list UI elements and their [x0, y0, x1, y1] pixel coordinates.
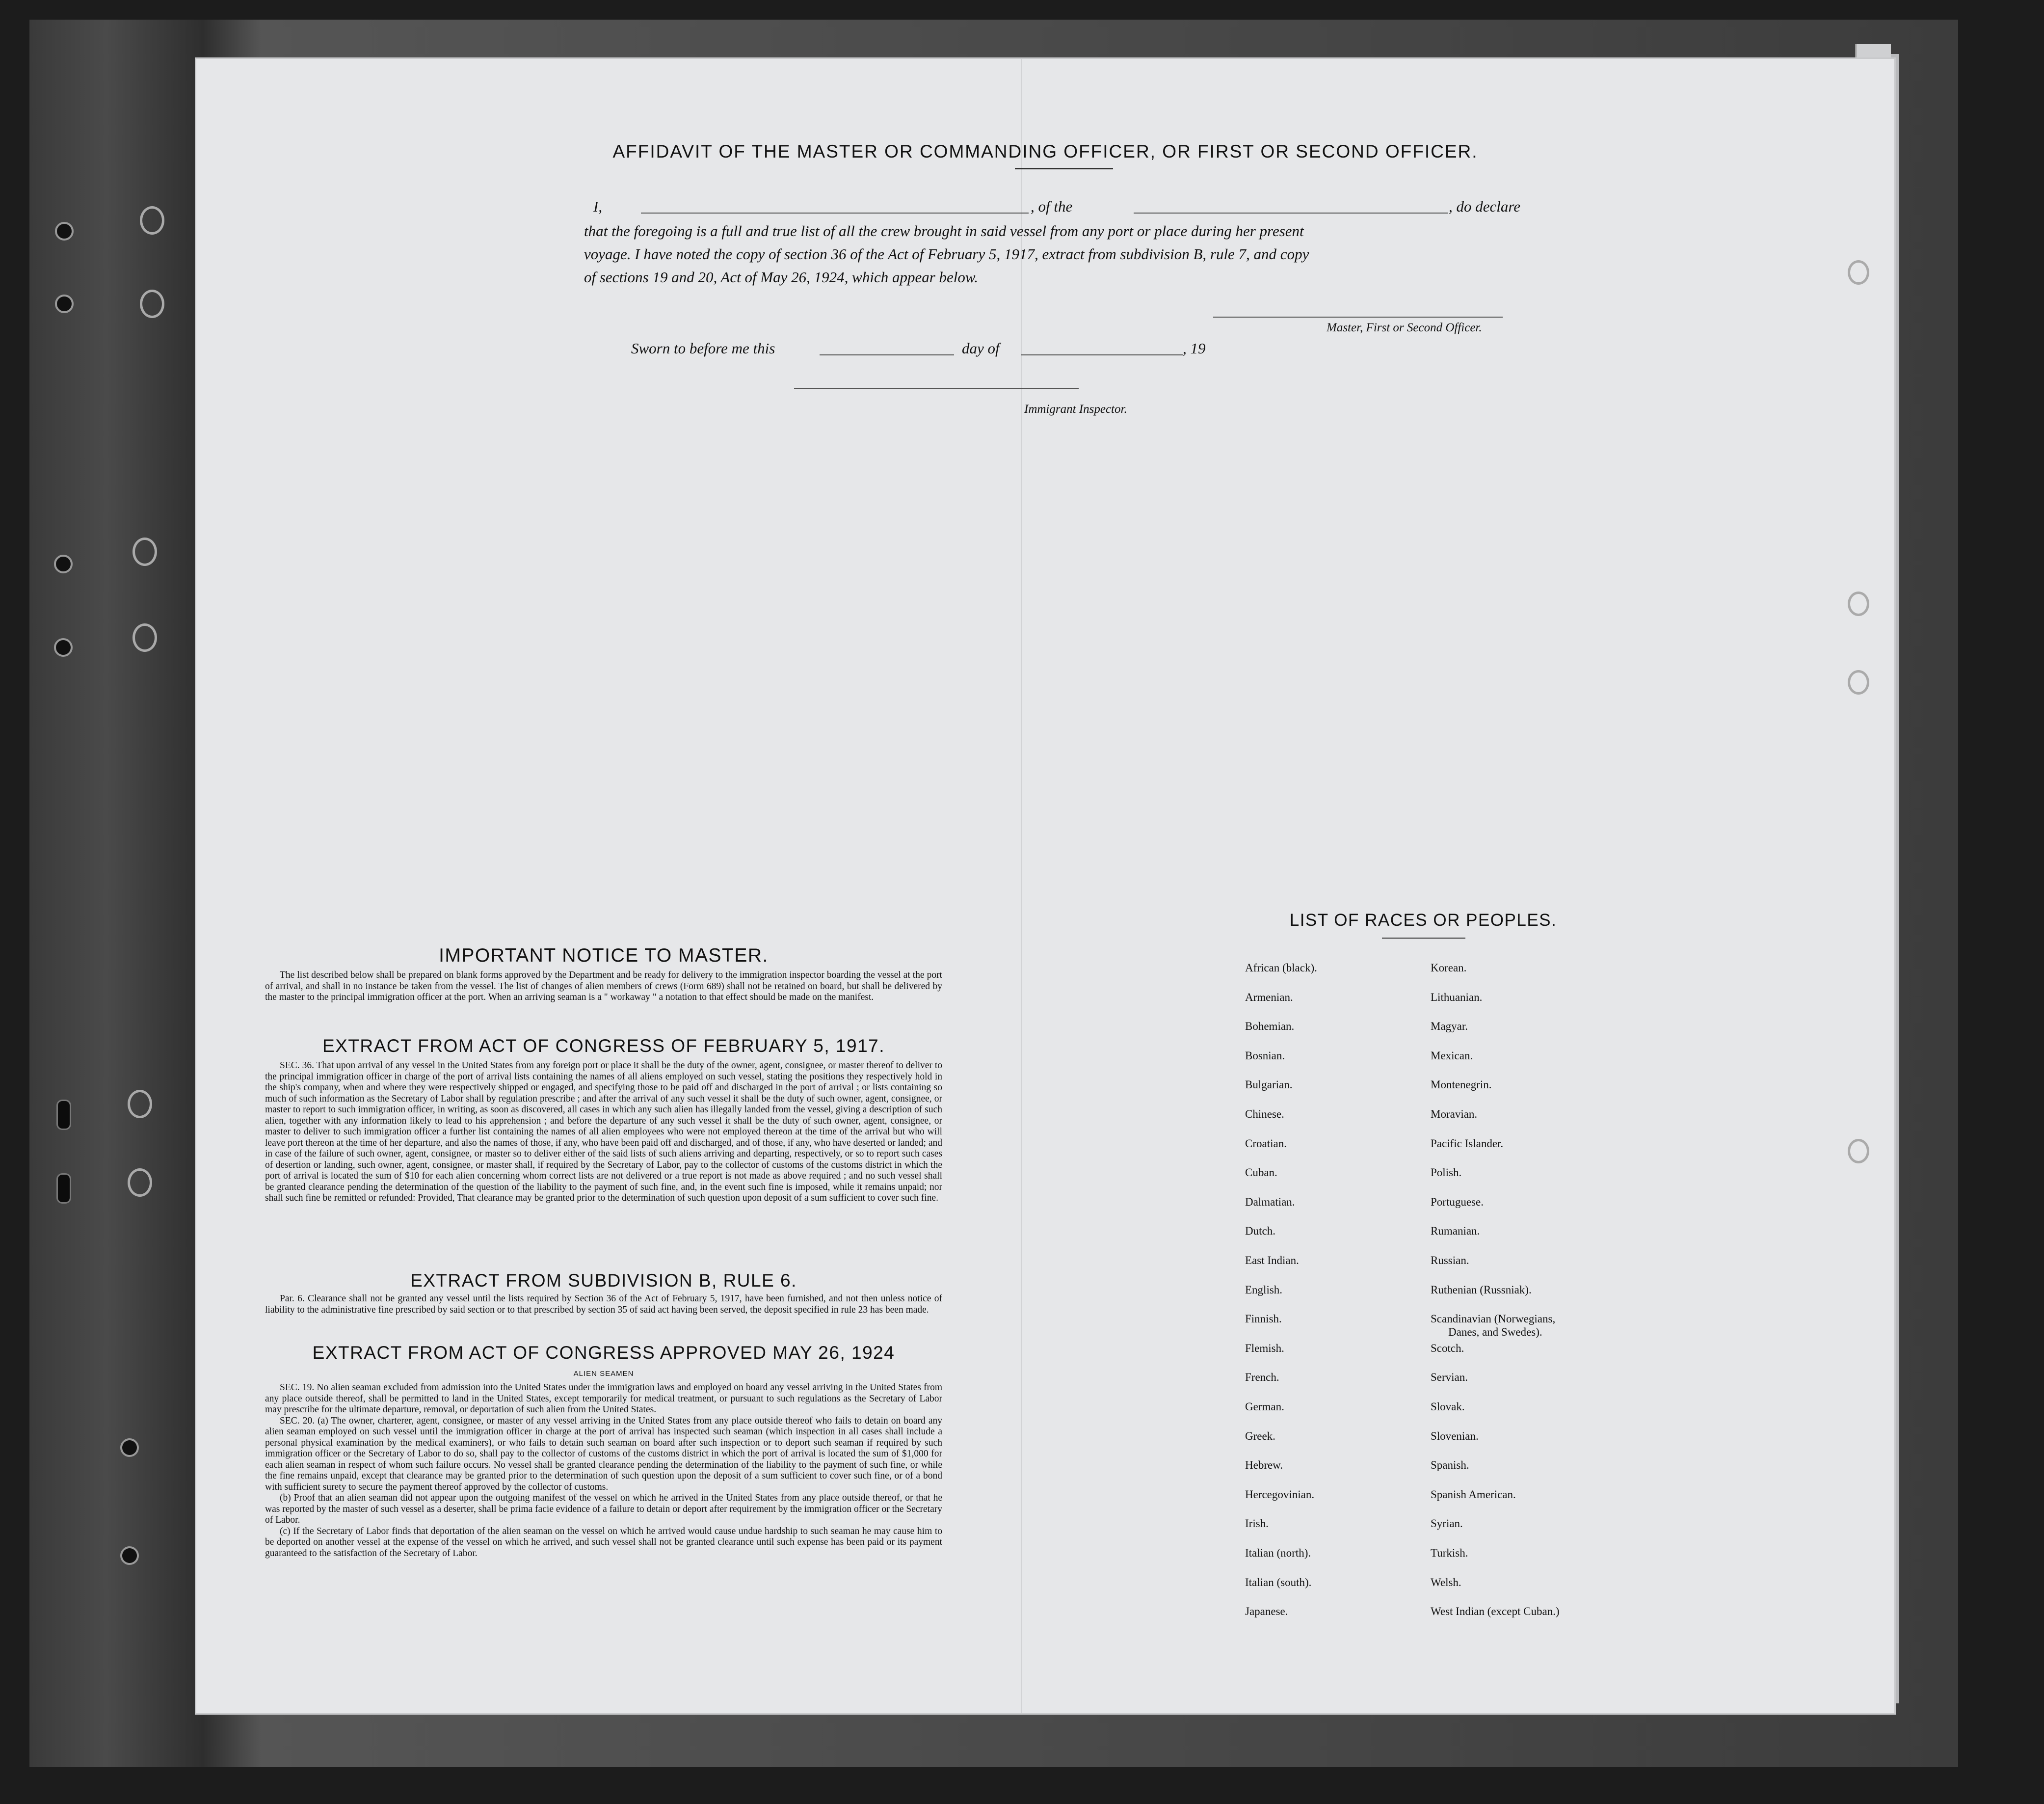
races-title-rule: [1382, 938, 1465, 939]
race-item: French.: [1245, 1371, 1279, 1384]
race-item: African (black).: [1245, 962, 1317, 974]
binder-ring: [140, 290, 164, 318]
race-item: German.: [1245, 1400, 1284, 1413]
race-item: Rumanian.: [1431, 1225, 1480, 1238]
race-item: Magyar.: [1431, 1020, 1468, 1033]
race-item: Scotch.: [1431, 1342, 1464, 1354]
race-item: Syrian.: [1431, 1517, 1463, 1530]
sec-20a: SEC. 20. (a) The owner, charterer, agent, consignee, or master of any vessel arriving in the United States from any place outside thereof who fails to detain on board any alien seaman employed on such vessel until the immigration officer in charge at the port of arrival has inspected such seaman (which inspection in all cases shall include a personal physical examination by the medical examiners), or who fails to detain such seaman on board after such inspection or to deport such seaman if required by such immigration officer or the Secretary of Labor to do so, shall pay to the collector of customs of the customs district in which the port of arrival is located the sum of $1,000 for each alien seaman in respect of whom such failure occurs. No vessel shall be granted clearance pending the determination of the liability to the payment of such fine, or while the fine remains unpaid, except that clearance may be granted prior to the determination of such question upon the deposit of a sum sufficient to cover such fine, or of a bond with sufficient surety to secure the payment thereof approved by the collector of customs.: [265, 1415, 942, 1492]
races-list: [1245, 962, 1834, 1649]
race-item: Slovak.: [1431, 1400, 1465, 1413]
binder-rivet: [55, 222, 74, 241]
race-item: Scandinavian (Norwegians,: [1431, 1313, 1556, 1325]
race-item: Lithuanian.: [1431, 991, 1483, 1003]
edge-ring: [1848, 1139, 1869, 1163]
race-item: Bosnian.: [1245, 1049, 1285, 1062]
binder-rivet: [55, 295, 74, 313]
race-item: Italian (north).: [1245, 1547, 1311, 1559]
sworn-day-field[interactable]: [820, 354, 954, 355]
vessel-label: , of the: [1031, 198, 1073, 215]
affidavit-line-4: of sections 19 and 20, Act of May 26, 1924, which appear below.: [584, 269, 979, 286]
notice-text: The list described below shall be prepared on blank forms approved by the Department and be ready for delivery to the immigration inspector boarding the vessel at the port of arrival, and shall in no instance be taken from the vessel. The list of changes of alien members of crews (Form 689) shall not be retained on board, but shall be delivered by the master to the principal immigration officer at the port. When an arriving seaman is a " workaway " a notation to that effect should be made on the manifest.: [265, 970, 942, 1002]
officer-signature-label: Master, First or Second Officer.: [1327, 321, 1482, 334]
officer-signature-field[interactable]: [1213, 317, 1503, 318]
race-item: Hercegovinian.: [1245, 1488, 1315, 1501]
rule6-title: EXTRACT FROM SUBDIVISION B, RULE 6.: [410, 1270, 797, 1291]
binder-hole: [56, 1100, 71, 1130]
race-item: Slovenian.: [1431, 1429, 1479, 1442]
binder-ring: [133, 623, 157, 652]
affidavit-title: AFFIDAVIT OF THE MASTER OR COMMANDING OFFICER, OR FIRST OR SECOND OFFICER.: [612, 141, 1478, 162]
affidavit-line-3: voyage. I have noted the copy of section 36 of the Act of February 5, 1917, extract from subdivision B, rule 7, and copy: [584, 245, 1309, 263]
sworn-label: Sworn to before me this: [631, 340, 775, 357]
race-item: West Indian (except Cuban.): [1431, 1605, 1560, 1618]
vessel-name-field[interactable]: [1134, 213, 1448, 214]
extract-1924-title: EXTRACT FROM ACT OF CONGRESS APPROVED MAY 26, 1924: [312, 1343, 895, 1363]
binder-rivet: [120, 1438, 139, 1457]
race-item: Russian.: [1431, 1254, 1469, 1266]
race-item: Irish.: [1245, 1517, 1269, 1530]
title-rule: [1015, 168, 1113, 169]
race-item: Cuban.: [1245, 1166, 1277, 1179]
race-item: Hebrew.: [1245, 1459, 1283, 1472]
rule6-text: Par. 6. Clearance shall not be granted any vessel until the lists required by Section 36 of the Act of February 5, 1917, have been furnished, and not then unless notice of liability to the administrative fine prescribed by said section or to that prescribed by section 35 of said act having been served, the deposit specified in rule 23 has been made.: [265, 1293, 942, 1315]
race-item: Welsh.: [1431, 1576, 1461, 1589]
races-title: LIST OF RACES OR PEOPLES.: [1289, 911, 1557, 930]
alien-seamen-subtitle: ALIEN SEAMEN: [573, 1370, 634, 1378]
year-label: , 19: [1183, 340, 1206, 357]
binder-hole: [56, 1173, 71, 1204]
sworn-month-field[interactable]: [1021, 354, 1183, 355]
race-item: Montenegrin.: [1431, 1078, 1492, 1091]
race-item: Korean.: [1431, 962, 1467, 974]
binder-ring: [128, 1168, 152, 1197]
race-item: Polish.: [1431, 1166, 1462, 1179]
race-item: Mexican.: [1431, 1049, 1473, 1062]
race-item: Spanish American.: [1431, 1488, 1516, 1501]
extract-1917-title: EXTRACT FROM ACT OF CONGRESS OF FEBRUARY 5, 1917.: [322, 1036, 885, 1056]
race-item: Finnish.: [1245, 1313, 1282, 1325]
inspector-signature-field[interactable]: [794, 388, 1079, 389]
extract-1917-text: SEC. 36. That upon arrival of any vessel in the United States from any foreign port or place it shall be the duty of the owner, agent, consignee, or master thereof to deliver to the principal immigration officer in charge of the port of arrival lists containing the names of all aliens employed on such vessel, stating the positions they respectively hold in the ship's company, when and where they were respectively shipped or engaged, and specifying those to be paid off and discharged in the port of arrival ; or lists containing so much of such information as the Secretary of Labor shall by regulation prescribe ; and after the arrival of any such vessel it shall be the duty of such owner, agent, consignee, or master to report to such immigration officer, in writing, as soon as discovered, all cases in which any such alien has illegally landed from the vessel, giving a description of such alien, together with any information likely to lead to his apprehension ; and before the departure of any such vessel it shall be the duty of such owner, agent, consignee, or master to deliver to such immigration officer a further list containing the names of all alien employees who were not employed thereon at the time of the arrival but who will leave port thereon at the time of her departure, and also the names of those, if any, who have been paid off and discharged, and of those, if any, who have deserted or landed; and in case of the failure of such owner, agent, consignee, or master so to deliver either of the said lists of such aliens arriving and departing, respectively, or so to report such cases of desertion or landing, such owner, agent, consignee, or master shall, if required by the Secretary of Labor, pay to the collector of customs of the customs district in which the port of arrival is located the sum of $10 for each alien concerning whom correct lists are not delivered or a true report is not made as above required ; and no such vessel shall be granted clearance pending the determination of the question of the liability to the payment of such fine, and, in the event such fine is imposed, while it remains unpaid; nor shall such fine be remitted or refunded: Provided, That clearance may be granted prior to the determination of such question upon deposit of a sum sufficient to cover such fine.: [265, 1060, 942, 1203]
race-item: East Indian.: [1245, 1254, 1299, 1266]
race-item: Moravian.: [1431, 1108, 1478, 1120]
binder-rivet: [54, 638, 73, 657]
race-item: Greek.: [1245, 1429, 1275, 1442]
sec-20b: (b) Proof that an alien seaman did not appear upon the outgoing manifest of the vessel on which he arrived in the United States from any place outside thereof, or that he was reported by the master of such vessel as a deserter, shall be prima facie evidence of a failure to detain or deport after requirement by the immigration officer or the Secretary of Labor.: [265, 1493, 942, 1525]
race-item-continuation: Danes, and Swedes).: [1448, 1326, 1542, 1339]
manifest-sheet: [196, 59, 1894, 1713]
declarant-name-field[interactable]: [641, 213, 1029, 214]
sec-19: SEC. 19. No alien seaman excluded from admission into the United States under the immigration laws and employed on board any vessel arriving in the United States from any place outside thereof, shall be permitted to land in the United States, except temporarily for medical treatment, or pursuant to such regulations as the Secretary of Labor may prescribe for the ultimate departure, removal, or deportation of such alien from the United States.: [265, 1382, 942, 1415]
edge-ring: [1848, 260, 1869, 285]
edge-ring: [1848, 670, 1869, 695]
race-item: Servian.: [1431, 1371, 1468, 1384]
extract-1924-text: [265, 1382, 942, 1559]
race-item: Portuguese.: [1431, 1195, 1484, 1208]
race-item: Flemish.: [1245, 1342, 1284, 1354]
binder-ring: [133, 538, 157, 566]
declarant-label: I,: [593, 198, 603, 215]
race-item: English.: [1245, 1283, 1283, 1296]
race-item: Turkish.: [1431, 1547, 1468, 1559]
notice-title: IMPORTANT NOTICE TO MASTER.: [439, 945, 769, 966]
day-of-label: day of: [962, 340, 1000, 357]
race-item: Bohemian.: [1245, 1020, 1295, 1033]
declare-label: , do declare: [1449, 198, 1521, 215]
binder-rivet: [120, 1546, 139, 1565]
affidavit-line-2: that the foregoing is a full and true list of all the crew brought in said vessel from any port or place during her present: [584, 222, 1304, 240]
sec-20c: (c) If the Secretary of Labor finds that deportation of the alien seaman on the vessel on which he arrived would cause undue hardship to such seaman he may cause him to be deported on another vessel at the expense of the vessel on which he arrived, and such vessel shall not be granted clearance until such expense has been paid or its payment guaranteed to the satisfaction of the Secretary of Labor.: [265, 1526, 942, 1559]
binder-rivet: [54, 555, 73, 573]
race-item: Ruthenian (Russniak).: [1431, 1283, 1532, 1296]
race-item: Armenian.: [1245, 991, 1293, 1003]
race-item: Spanish.: [1431, 1459, 1469, 1472]
inspector-signature-label: Immigrant Inspector.: [1024, 403, 1127, 416]
race-item: Chinese.: [1245, 1108, 1284, 1120]
race-item: Bulgarian.: [1245, 1078, 1293, 1091]
race-item: Dalmatian.: [1245, 1195, 1295, 1208]
race-item: Dutch.: [1245, 1225, 1275, 1238]
binder-ring: [128, 1090, 152, 1118]
race-item: Pacific Islander.: [1431, 1137, 1504, 1150]
race-item: Japanese.: [1245, 1605, 1288, 1618]
sheet-fold: [1021, 59, 1022, 1713]
edge-ring: [1848, 592, 1869, 616]
race-item: Croatian.: [1245, 1137, 1287, 1150]
binder-ring: [140, 206, 164, 235]
race-item: Italian (south).: [1245, 1576, 1312, 1589]
